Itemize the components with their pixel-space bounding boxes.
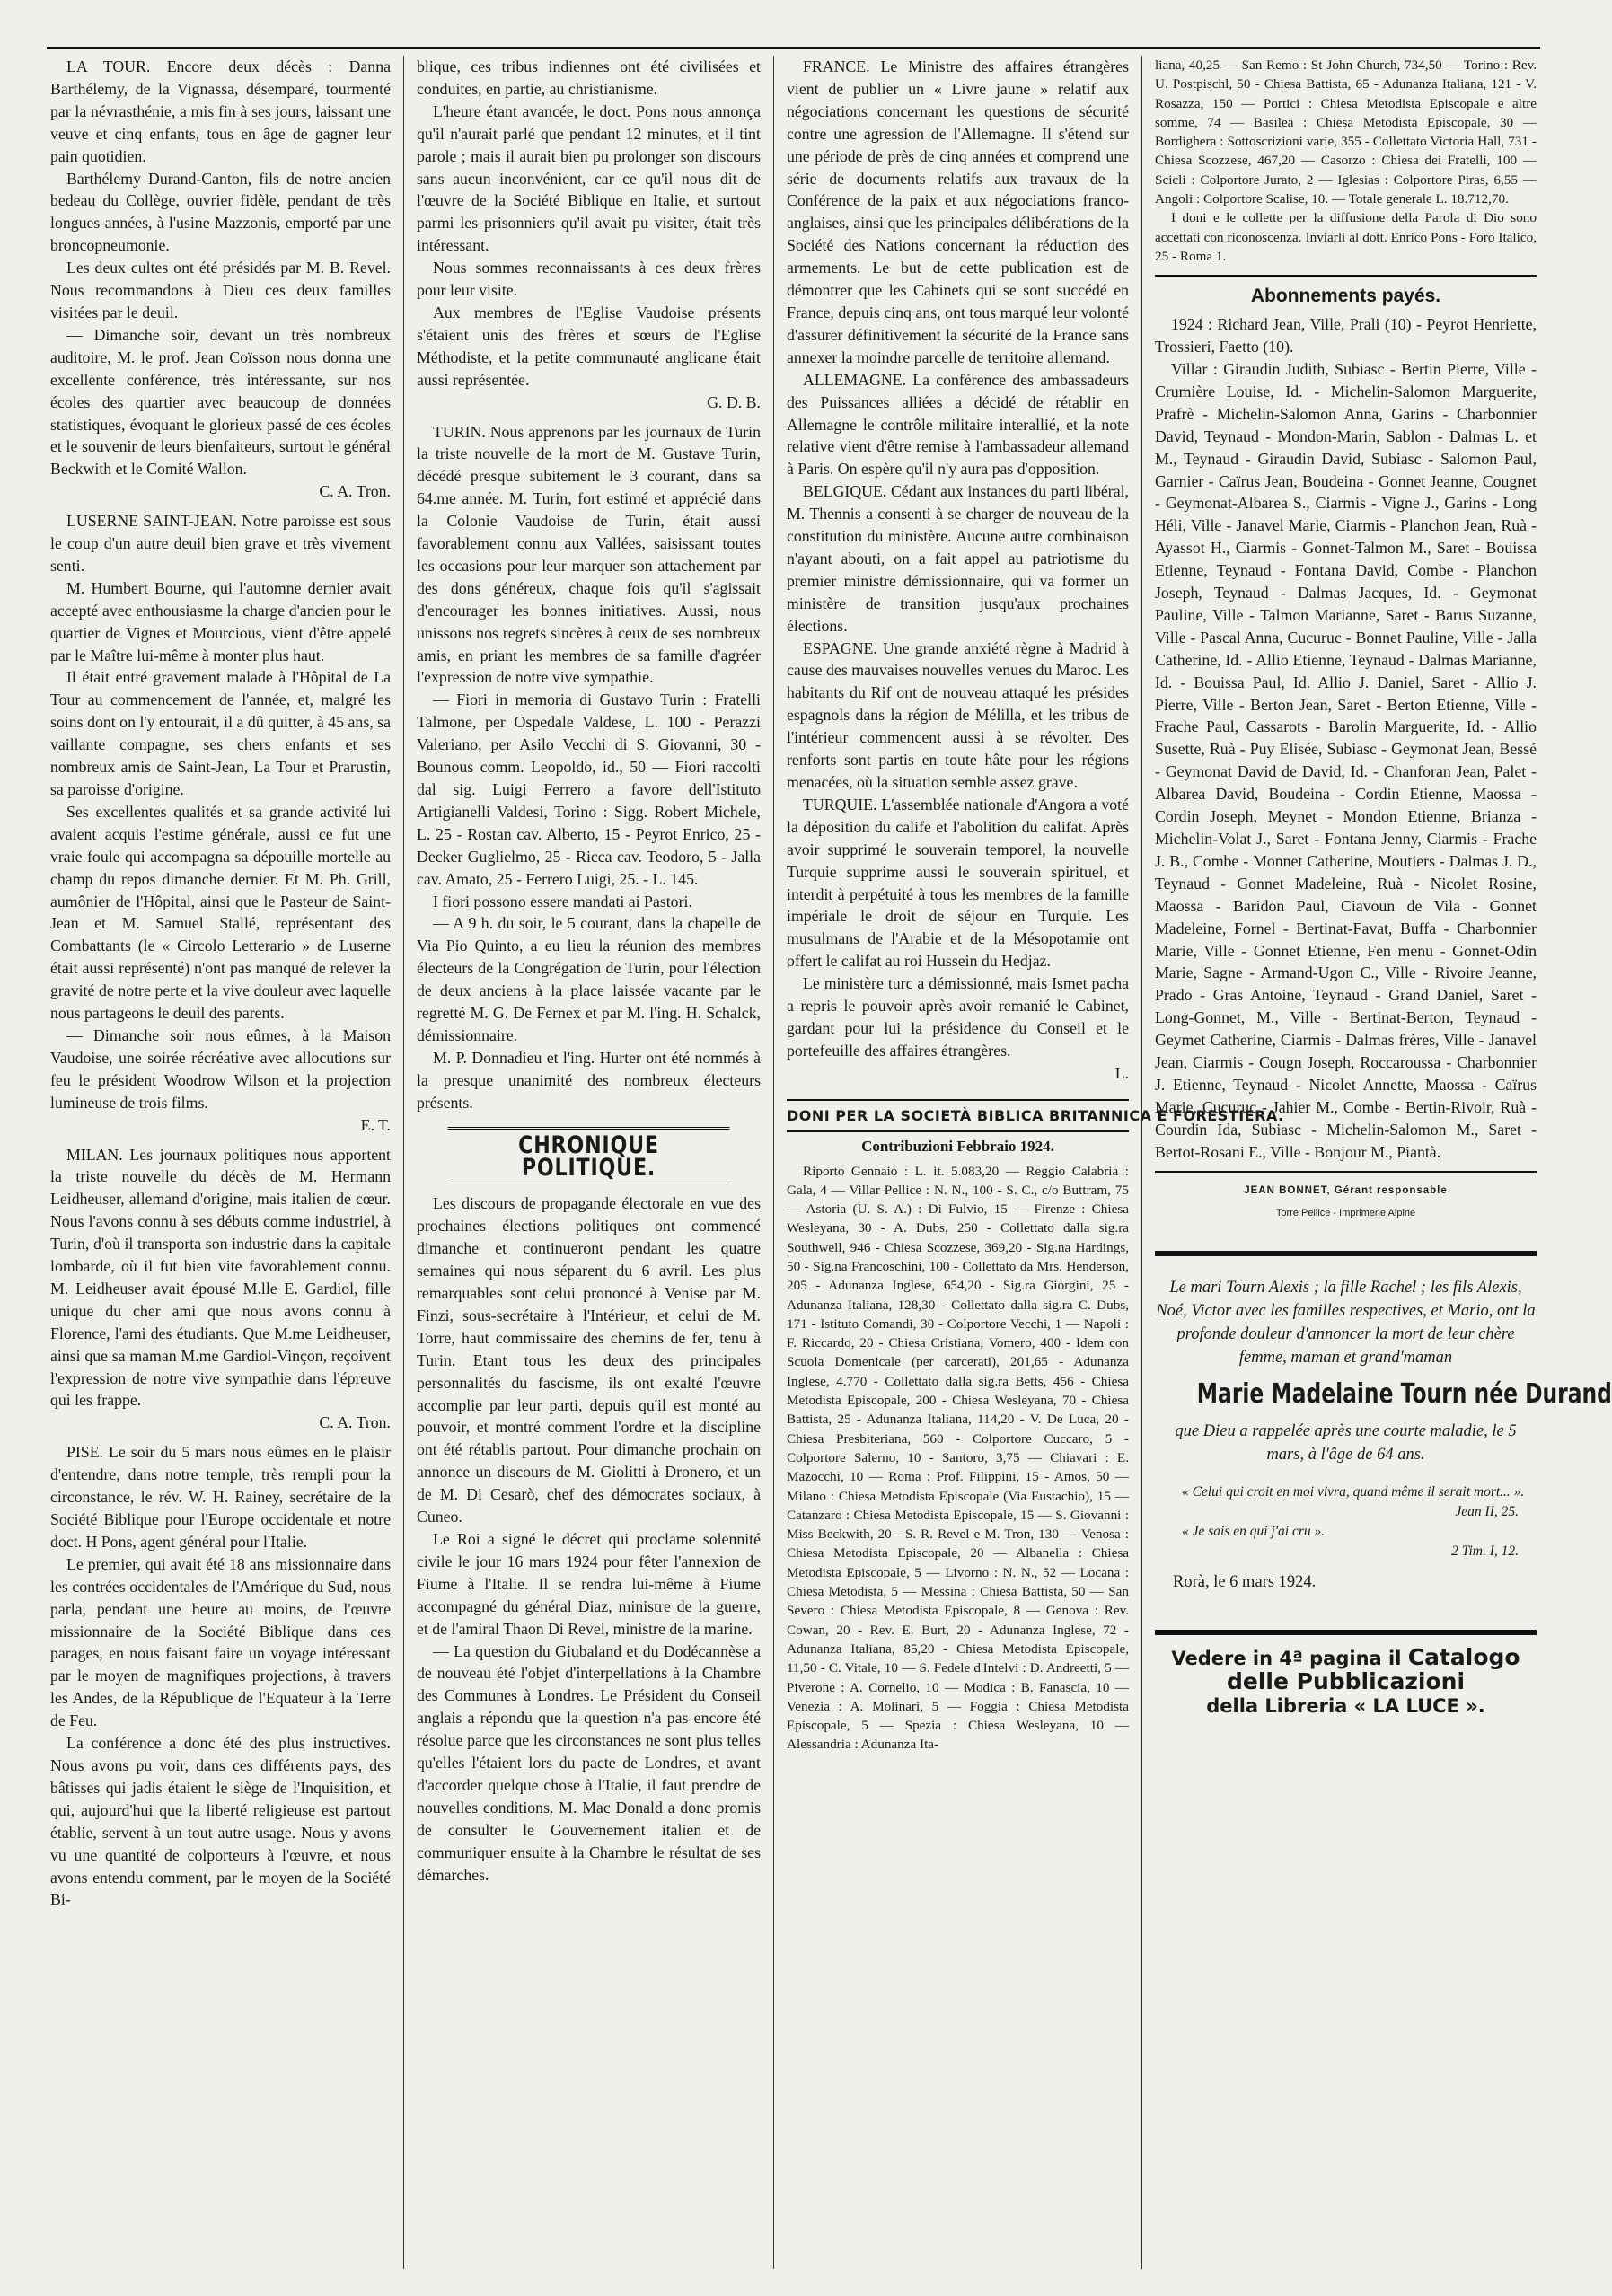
death-notice-name: Marie Madelaine Tourn née Durand bbox=[1196, 1378, 1612, 1411]
article-france: FRANCE. Le Ministre des affaires étrangères vient de publier un « Livre jaune » relatif aux négociations concernant les questions de sécurité contre une agression de l'Allemagne. Il s'étend sur une période de près de cinq années et comprend une série de documents relatifs aux travaux de la Conférence de la paix et aux négociations franco-anglaises, ainsi que les principales délibérations de la Société des Nations concernant la réduction des armements. Le but de cette publication est de démontrer que les Cabinets qui se sont succédé en France, depuis cinq ans, ont tous marqué leur volonté d'assurer définitivement la sécurité de la France sans annexer la moindre parcelle de territoire allemand. bbox=[787, 57, 1129, 366]
article-ministere: Le ministère turc a démissionné, mais Ismet pacha a repris le pouvoir après avoir remanié le Cabinet, gardant pour lui la présidence du Conseil et le portefeuille des affaires étrangères. bbox=[787, 974, 1129, 1060]
article-donnadieu: M. P. Donnadieu et l'ing. Hurter ont été nommés à la presque unanimité des nombreux électeurs présents. bbox=[417, 1048, 761, 1112]
notice-date: Rorà, le 6 mars 1924. bbox=[1173, 1573, 1317, 1592]
signature: G. D. B. bbox=[707, 392, 761, 411]
article-barthelemy: Barthélemy Durand-Canton, fils de notre ancien bedeau du Collège, ouvrier fidèle, pendant de très longues années, à l'usine Mazzonis, emporté par une broncopneumonie. bbox=[50, 169, 391, 255]
verse: « Je sais en qui j'ai cru ». bbox=[1182, 1524, 1326, 1540]
article-heure: L'heure étant avancée, le doct. Pons nous annonça qu'il n'aurait parlé que pendant 12 minutes, et il tint parole ; mais il aurait bien pu prolonger son discours sans aucun inconvénient, car ce qu'il nous dit de l'œuvre de la Société Biblique en Italie, et surtout parmi les prisonniers qu'il avait pu visiter, était très intéressant. bbox=[417, 101, 761, 255]
article-malade: Il était entré gravement malade à l'Hôpital de La Tour au commencement de l'année, et, malgré les soins dont on l'y entourait, il a dû quitter, à 45 ans, sa vaillante compagne, ses chers enfants et ses nombreux amis de Saint-Jean, La Tour et Prarustin, sa paroisse d'origine. bbox=[50, 668, 391, 798]
bible-verses bbox=[1155, 1482, 1537, 1561]
donations-list-continued: liana, 40,25 — San Remo : St-John Church, 734,50 — Torino : Rev. U. Postpischl, 50 - Chiesa Battista, 65 - Adunanza Italiana, 121 - V. Rosazza, 150 — Portici : Chiesa Metodista Episcopale e altre somme, 74 — Basilea : Chiesa Metodista Episcopale, 30 — Bordighera : Sottoscrizioni varie, 355 - Collettato Victoria Hall, 731 - Chiesa Scozzese, 467,20 — Casorzo : Chiesa dei Fratelli, 100 — Scicli : Colportore Jurato, 2 — Iglesias : Colportore Piras, 6,55 — Angoli : Colportore Scalise, 10. — Totale generale L. 18.712,70. bbox=[1155, 57, 1537, 207]
article-la-tour: LA TOUR. Encore deux décès : Danna Barthélemy, de la Vignassa, désemparé, tourmenté par la névrasthénie, a mis fin à ses jours, laissant une veuve et cinq enfants, tous en âge de gagner leur pain quotidien. bbox=[50, 57, 391, 165]
doni-heading: DONI PER LA SOCIETÀ BIBLICA BRITANNICA E FORESTIERA. bbox=[787, 1099, 1129, 1132]
death-notice-text: que Dieu a rappelée après une courte maladie, le 5 mars, à l'âge de 64 ans. bbox=[1175, 1422, 1517, 1465]
article-qualites: Ses excellentes qualités et sa grande activité lui avaient acquis l'estime générale, aussi ce fut une vraie foule qui accompagna sa dépouille mortelle au champ du repos dimanche dernier. Et M. Ph. Grill, aumônier de l'Hôpital, ainsi que le Pasteur de Saint-Jean et M. Samuel Stallé, représentant des Combattants (le « Circolo Letterario » de Luserne était aussi représenté) n'ont pas manqué de relever la gravité de notre perte et la vive douleur avec laquelle nous partageons le deuil des parents. bbox=[50, 802, 391, 1023]
verse-reference: Jean II, 25. bbox=[1455, 1504, 1519, 1520]
verse-reference: 2 Tim. I, 12. bbox=[1451, 1544, 1519, 1560]
abonnements-heading: Abonnements payés. bbox=[1155, 275, 1537, 308]
signature: C. A. Tron. bbox=[319, 1413, 391, 1432]
donations-note: I doni e le collette per la diffusione della Parola di Dio sono accettati con riconoscenza. Inviarli al dott. Enrico Pons - Foro Italico, 25 - Roma 1. bbox=[1155, 210, 1537, 264]
article-humbert: M. Humbert Bourne, qui l'automne dernier avait accepté avec enthousiasme la charge d'ancien pour le quartier de Vignes et Mourcious, vient d'être appelé par le Maître lui-même à monter plus haut. bbox=[50, 578, 391, 664]
catalogue-ad-line1: Vedere in 4ª pagina il bbox=[1171, 1648, 1402, 1670]
article-espagne: ESPAGNE. Une grande anxiété règne à Madrid à cause des mauvaises nouvelles venues du Maroc. Les habitants du Rif ont de nouveau attaqué les présides espagnols dans la région de Mélilla, et les tribus de l'intérieur commencent aussi à se révolter. Des renforts sont partis en toute hâte pour les régions menacées, où la situation semble assez grave. bbox=[787, 638, 1129, 791]
gerant-line: JEAN BONNET, Gérant responsable bbox=[1244, 1184, 1448, 1196]
column-2 bbox=[403, 56, 773, 2269]
column-4 bbox=[1141, 56, 1612, 2269]
article-turin: TURIN. Nous apprenons par les journaux de Turin la triste nouvelle de la mort de M. Gustave Turin, décédé presque subitement le 3 courant, dans sa 64.me année. M. Turin, fort estimé et apprécié dans la Colonie Vaudoise de Turin, était aussi favorablement connu aux Vallées, saisissant toutes les occasions pour leur marquer son attachement par des dons généreux, chaque fois qu'il s'agissait d'encourager les bonnes initiatives. Aussi, nous unissons nos regrets sincères à ceux de ses nombreux amis, en priant les membres de sa famille d'agréer l'expression de notre vive sympathie. bbox=[417, 422, 761, 687]
catalogue-ad bbox=[1155, 1630, 1537, 1718]
article-fiori: — Fiori in memoria di Gustavo Turin : Fratelli Talmone, per Ospedale Valdese, L. 100 - Perazzi Valeriano, per Asilo Vecchi di S. Giovanni, 30 - Bounous comm. Leopoldo, id., 50 — Fiori raccolti dal sig. Luigi Ferrero a favore dell'Istituto Artigianelli Valdesi, Torino : Sigg. Robert Michele, L. 25 - Rostan cav. Alberto, 15 - Peyrot Enrico, 25 - Decker Guglielmo, 25 - Ricca cav. Teodoro, 5 - Jalla cav. Amato, 25 - Ferrero Luigi, 25. - L. 145. bbox=[417, 691, 761, 888]
contributions-heading: Contribuzioni Febbraio 1924. bbox=[861, 1137, 1054, 1155]
article-discours: Les discours de propagande électorale en vue des prochaines élections politiques ont commencé dimanche et continueront pendant les quatre semaines qui nous séparent du 6 avril. Les plus remarquables sont celui prononcé à Venise par M. Finzi, sous-secrétaire à l'Intérieur, et celui de M. Torre, haut commissaire des chemins de fer, tenu à Turin. Etant tous les deux des principales personnalités du fascisme, ils ont exalté l'œuvre accomplie par leur parti, depuis qu'il est monté au pouvoir, et montré comment l'ordre et la discipline ont été rétablis partout. Pour dimanche prochain on annonce un discours de M. Giolitti à Dronero, et un de M. Di Cesarò, chef des démocrates sociaux, à Cuneo. bbox=[417, 1194, 761, 1526]
article-dimanche: — Dimanche soir, devant un très nombreux auditoire, M. le prof. Jean Coïsson nous donna une excellente conférence, très intéressante, sur nos écoles des quartier avec beaucoup de données statistiques, évoquant le glorieux passé de ces écoles et le souvenir de leurs bienfaiteurs, surtout le général Beckwith et le Comité Wallon. bbox=[50, 325, 391, 479]
article-premier: Le premier, qui avait été 18 ans missionnaire dans les contrées occidentales de l'Amérique du Sud, nous parla, pendant une heure au moins, de l'œuvre missionnaire de la Société Biblique dans ces parages, en nous faisant faire un voyage intéressant par le moyen de magnifiques projections, à travers les Andes, de la République de l'Equateur à la Terre de Feu. bbox=[50, 1554, 391, 1730]
death-notice-intro: Le mari Tourn Alexis ; la fille Rachel ; les fils Alexis, Noé, Victor avec les familles respectives, et Mario, ont la profonde douleur d'annoncer la mort de leur chère femme, maman et grand'maman bbox=[1156, 1279, 1536, 1368]
article-belgique: BELGIQUE. Cédant aux instances du parti libéral, M. Thennis a consenti à se charger de nouveau de la constitution du ministère. Aucune autre combinaison n'ayant abouti, on a fait appel au patriotisme du premier ministre démissionnaire, qui va former un ministère de transition jusqu'aux prochaines élections. bbox=[787, 482, 1129, 635]
divider bbox=[1155, 1171, 1537, 1173]
signature: L. bbox=[1114, 1063, 1129, 1082]
article-allemagne: ALLEMAGNE. La conférence des ambassadeurs des Puissances alliées a décidé de rétablir en Allemagne le contrôle militaire interallié, et la note relative vient d'être remise à l'ambassadeur allemand à Paris. On espère qu'il n'y aura pas d'opposition. bbox=[787, 370, 1129, 479]
donations-list: Riporto Gennaio : L. it. 5.083,20 — Reggio Calabria : Gala, 4 — Villar Pellice : N. N., 100 - S. C., c/o Buttram, 75 — Astoria (U. S. A.) : Di Fulvio, 15 — Firenze : Chiesa Wesleyana, 30 - A. Dubs, 250 - Collettato dalla sig.ra Southwell, 946 - Chiesa Scozzese, 369,20 - Sig.na Hardings, 50 - Sig.na Francoschini, 100 - Collettato da Mrs. Henderson, 205 - Adunanza Inglese, 654,20 - Sig.ra Giorgini, 25 - Adunanza Italiana, 128,30 - Collettato dalla sig.ra C. Dubs, 171 - Istituto Comandi, 30 - Colportore Vecchi, 1 — Napoli : F. Riccardo, 20 - Chiesa Cristiana, Vomero, 400 - Idem con Scuola Domenicale (per carcerati), 201,65 - Adunanza Inglese, 4.770 - Collettato dalla sig.ra Betts, 456 - Chiesa Metodista Episcopale, 200 - Chiesa Wesleyana, 70 - Chiesa Battista, 25 - Adunanza Italiana, 114,20 - V. De Luca, 20 - Chiesa Presbiteriana, 560 - Colportore Cuccaro, 5 - Colportore Salerno, 10 - Santoro, 3,75 — Chiavari : E. Mazocchi, 10 — Roma : Prof. Filippini, 15 - Amos, 50 — Milano : Chiesa Metodista Episcopale (Via Eustachio), 15 — Catanzaro : Chiesa Metodista Episcopale, 15 — S. Giovanni : Miss Beckwith, 20 - S. R. Revel e M. Tron, 130 — Venosa : Chiesa Metodista Episcopale, 20 — Albanella : Chiesa Metodista Episcopale, 5 — Livorno : N. N., 52 — Locana : Chiesa Metodista, 5 — Messina : Chiesa Battista, 50 — San Severo : Chiesa Metodista Episcopale, 8 — Genova : Rev. Cowan, 20 - Rev. E. Burt, 20 - Adunanza Inglese, 72 - Adunanza Italiana, 85,20 - Chiesa Metodista Episcopale, 11,50 - C. Vitale, 10 — S. Fedele d'Intelvi : D. Andreetti, 5 — Piverone : A. Cornelio, 10 — Modica : B. Fanascia, 10 — Venezia : A. Molinari, 5 — Foggia : Chiesa Metodista Episcopale, 5 — Spezia : Chiesa Wesleyana, 10 — Alessandria : Adunanza Ita- bbox=[787, 1163, 1129, 1753]
article-milan: MILAN. Les journaux politiques nous apportent la triste nouvelle du décès de M. Hermann Leidheuser, allemand d'origine, mais italien de cœur. Nous l'avons connu à ses débuts comme industriel, à Turin, d'où il transporta son industrie dans la capitale lombarde, où il fut bien vite favorablement connu. M. Leidheuser avait épousé M.lle E. Gardiol, fille unique du cher ami que nous avons connu à Florence, l'ami des étudiants. Que M.me Leidheuser, ainsi que sa maman M.me Gardiol-Vinçon, reçoivent l'expression de notre vive sympathie dans l'épreuve qui les frappe. bbox=[50, 1145, 391, 1410]
article-giubaland: — La question du Giubaland et du Dodécannèse a de nouveau été l'objet d'interpellations à la Chambre des Communes à Londres. Le Président du Conseil anglais a répondu que la question n'a pas encore été résolue parce que les circonstances ne sont plus telles qu'elles l'étaient lors du pacte de Londres, et avant d'accorder quelque chose à l'Italie, il faut prendre de nouvelles conditions. M. Mac Donald a donc promis de consulter le Gouvernement italien et de communiquer ensuite à la Chambre le résultat de ses démarches. bbox=[417, 1641, 761, 1884]
article-turquie: TURQUIE. L'assemblée nationale d'Angora a voté la déposition du calife et l'abolition du califat. Après avoir supprimé le souverain temporel, la nouvelle Turquie supprime aussi le souverain spirituel, et interdit à perpétuité à tous les membres de la famille impériale le droit de séjour en Turquie. Les musulmans de l'Arabie et de la Mésopotamie ont offert le califat au roi Hussein du Hedjaz. bbox=[787, 795, 1129, 971]
article-luserne: LUSERNE SAINT-JEAN. Notre paroisse est sous le coup d'un autre deuil bien grave et très vivement senti. bbox=[50, 512, 391, 575]
article-pise: PISE. Le soir du 5 mars nous eûmes en le plaisir d'entendre, dans notre temple, très rempli pour la circonstance, le rév. W. H. Rainey, secrétaire de la Société Biblique pour l'Europe occidentale et notre doct. H Pons, agent général pour l'Italie. bbox=[50, 1443, 391, 1551]
verse: « Celui qui croit en moi vivra, quand même il serait mort... ». bbox=[1182, 1484, 1525, 1500]
columns bbox=[47, 56, 1612, 2269]
article-soiree: — Dimanche soir nous eûmes, à la Maison Vaudoise, une soirée récréative avec allocutions sur feu le président Woodrow Wilson et la projection lumineuse de trois films. bbox=[50, 1025, 391, 1112]
chronique-heading: CHRONIQUE POLITIQUE. bbox=[447, 1127, 729, 1184]
signature: E. T. bbox=[360, 1115, 391, 1134]
article-roi: Le Roi a signé le décret qui proclame solennité civile le jour 16 mars 1924 pour fêter l'annexion de Fiume à l'Italie. Il se rendra lui-même à Fiume accompagné du général Diaz, ministre de la guerre, et de l'amiral Thaon Di Revel, ministre de la marine. bbox=[417, 1530, 761, 1638]
imprimerie-line: Torre Pellice - Imprimerie Alpine bbox=[1275, 1207, 1416, 1218]
article-cultes: Les deux cultes ont été présidés par M. B. Revel. Nous recommandons à Dieu ces deux familles visitées par le deuil. bbox=[50, 259, 391, 321]
article-soir: — A 9 h. du soir, le 5 courant, dans la chapelle de Via Pio Quinto, a eu lieu la réunion des membres électeurs de la Congrégation de Turin, pour l'élection de deux anciens à la place laissée vacante par le regretté M. G. De Fernex et par M. l'ing. H. Schalck, démissionnaire. bbox=[417, 914, 761, 1044]
article-conference: La conférence a donc été des plus instructives. Nous avons pu voir, dans ces différents pays, des bâtisses qui jadis étaient le siège de l'Inquisition, et qui, aujourd'hui que la liberté religieuse est partout établie, servent à un tout autre usage. Nous y avons vu une quantité de colporteurs à l'œuvre, et nous avons entendu comment, par le moyen de la Société Bi- bbox=[50, 1734, 391, 1909]
top-rule bbox=[47, 47, 1540, 49]
death-notice bbox=[1155, 1251, 1612, 1594]
article-fiori-note: I fiori possono essere mandati ai Pastori. bbox=[433, 892, 692, 910]
abonnements-villar: Villar : Giraudin Judith, Subiasc - Bertin Pierre, Ville - Crumière Louise, Id. - Michelin-Salomon Marguerite, Prafrè - Michelin-Salomon Anna, Garins - Charbonnier David, Teynaud - Mondon-Marin, Sablon - Dalmas L. et M., Teynaud - Giraudin David, Subiasc - Salomon Paul, Garnier - Caïrus Jean, Boudeina - Gonnet Jeanne, Cougnet - Geymonat-Albarea S., Ciarmis - Vigne J., Garins - Long Héli, Ville - Janavel Marie, Ciarmis - Planchon Jean, Ruà - Ayassot H., Ciarmis - Gonnet-Talmon M., Saret - Bouissa Etienne, Teynaud - Fontana David, Combe - Planchon Joseph, Teynaud - Dalmas Jacques, Id. - Geymonat Pauline, Ville - Talmon Marianne, Saret - Barus Suzanne, Ville - Pascal Anna, Cucuruc - Bonnet Pauline, Ville - Jalla Catherine, Id. - Allio Etienne, Teynaud - Dalmas Marianne, Id. - Bouissa Paul, Id. Allio J. Daniel, Saret - Allio J. Pierre, Ville - Berton Jean, Saret - Berton Etienne, Ville - Frache Paul, Cassarots - Barolin Marguerite, Id. - Allio Susette, Ruà - Puy Elisée, Subiasc - Geymonat Jean, Bessé - Geymonat David de David, Id. - Chanforan Jean, Palet - Albarea David, Boudeina - Cordin Etienne, Maossa - Cordin Joseph, Meynet - Mondon Etienne, Brianza - Michelin-Volat J., Saret - Fontana Jenny, Ciarmis - Frache J. B., Combe - Monnet Catherine, Moutiers - Dalmas J. D., Teynaud - Gonnet Madeleine, Ruà - Nicolet Rosine, Maossa - Baridon Paul, Ciavoun de Vila - Gonnet Madeleine, Fornel - Bertinat-Favat, Buffa - Charbonnier Marie, Ville - Gonnet Etienne, Fen menu - Gonnet-Odin Marie, Sagne - Armand-Ugon C., Ville - Rivoire Jeanne, Prado - Gras Antoine, Teynaud - Grand Daniel, Saret - Long-Gonnet, M., Ville - Bertinat-Berton, Teynaud - Geymet Catherine, Ciarmis - Dalmas frères, Ville - Janavel Jean, Ciarmis - Cougn Joseph, Roccaroussa - Charbonnier J. Etienne, Teynaud - Nicolet Annette, Maossa - Caïrus Marie, Cucuruc - Jahier M., Combe - Bertin-Rivoir, Ruà - Courdin Ida, Subiasc - Michelin-Salomon M., Saret - Bertot-Rosani E., Ville - Bonjour M., Piantà. bbox=[1155, 359, 1537, 1161]
column-1 bbox=[47, 56, 403, 2269]
article-continuation: blique, ces tribus indiennes ont été civilisées et conduites, en partie, au christianisme. bbox=[417, 57, 761, 98]
article-membres: Aux membres de l'Eglise Vaudoise présents s'étaient unis des frères et sœurs de l'Eglise Méthodiste, et la petite communauté anglicane était aussi représentée. bbox=[417, 303, 761, 389]
signature: C. A. Tron. bbox=[319, 482, 391, 501]
article-reconnaissants: Nous sommes reconnaissants à ces deux frères pour leur visite. bbox=[417, 259, 761, 300]
catalogue-ad-line3: della Libreria « LA LUCE ». bbox=[1206, 1695, 1485, 1718]
catalogue-ad-title: Catalogo delle Pubblicazioni bbox=[1226, 1644, 1520, 1695]
abonnements-1924: 1924 : Richard Jean, Ville, Prali (10) - Peyrot Henriette, Trossieri, Faetto (10). bbox=[1155, 315, 1537, 356]
